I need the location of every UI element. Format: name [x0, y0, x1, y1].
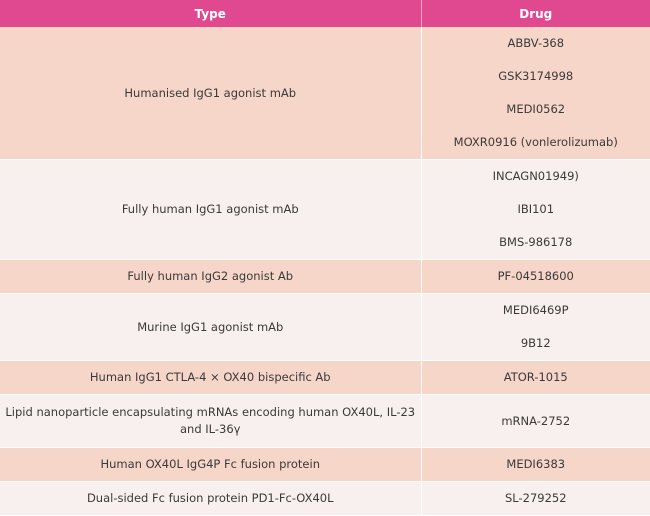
type-cell: Fully human IgG2 agonist Ab: [0, 260, 421, 294]
drug-cell: [421, 160, 650, 260]
drug-name: SL-279252: [422, 482, 650, 515]
table-row: [0, 448, 650, 482]
header-type: Type: [0, 0, 421, 27]
table-header: [0, 0, 650, 27]
drug-name: IBI101: [422, 193, 650, 226]
drug-name: MOXR0916 (vonlerolizumab): [422, 126, 650, 159]
table-row: [0, 482, 650, 516]
drug-cell: [421, 294, 650, 361]
type-cell: Humanised IgG1 agonist mAb: [0, 27, 421, 160]
drug-name: MEDI0562: [422, 93, 650, 126]
type-cell: Fully human IgG1 agonist mAb: [0, 160, 421, 260]
drug-name: BMS-986178: [422, 226, 650, 259]
drug-name: MEDI6469P: [422, 294, 650, 327]
drug-cell: [421, 448, 650, 482]
type-cell: Murine IgG1 agonist mAb: [0, 294, 421, 361]
table-row: [0, 361, 650, 395]
header-row: [0, 0, 650, 27]
drug-cell: [421, 482, 650, 516]
table-row: [0, 395, 650, 448]
header-drug: Drug: [421, 0, 650, 27]
table-row: [0, 294, 650, 361]
type-cell: Lipid nanoparticle encapsulating mRNAs encoding human OX40L, IL-23 and IL-36γ: [0, 395, 421, 448]
table-row: [0, 160, 650, 260]
type-cell: Dual-sided Fc fusion protein PD1-Fc-OX40L: [0, 482, 421, 516]
table-body: [0, 27, 650, 516]
drug-name: GSK3174998: [422, 60, 650, 93]
drug-cell: [421, 395, 650, 448]
drug-name: 9B12: [422, 327, 650, 360]
drug-name: ATOR-1015: [422, 361, 650, 394]
type-cell: Human OX40L IgG4P Fc fusion protein: [0, 448, 421, 482]
drug-cell: [421, 27, 650, 160]
type-cell: Human IgG1 CTLA-4 × OX40 bispecific Ab: [0, 361, 421, 395]
table-row: [0, 260, 650, 294]
drug-name: PF-04518600: [422, 260, 650, 293]
drug-name: MEDI6383: [422, 448, 650, 481]
table-row: [0, 27, 650, 160]
drug-name: mRNA-2752: [422, 395, 650, 447]
drug-cell: [421, 361, 650, 395]
drug-name: INCAGN01949): [422, 160, 650, 193]
drug-cell: [421, 260, 650, 294]
drug-name: ABBV-368: [422, 27, 650, 60]
